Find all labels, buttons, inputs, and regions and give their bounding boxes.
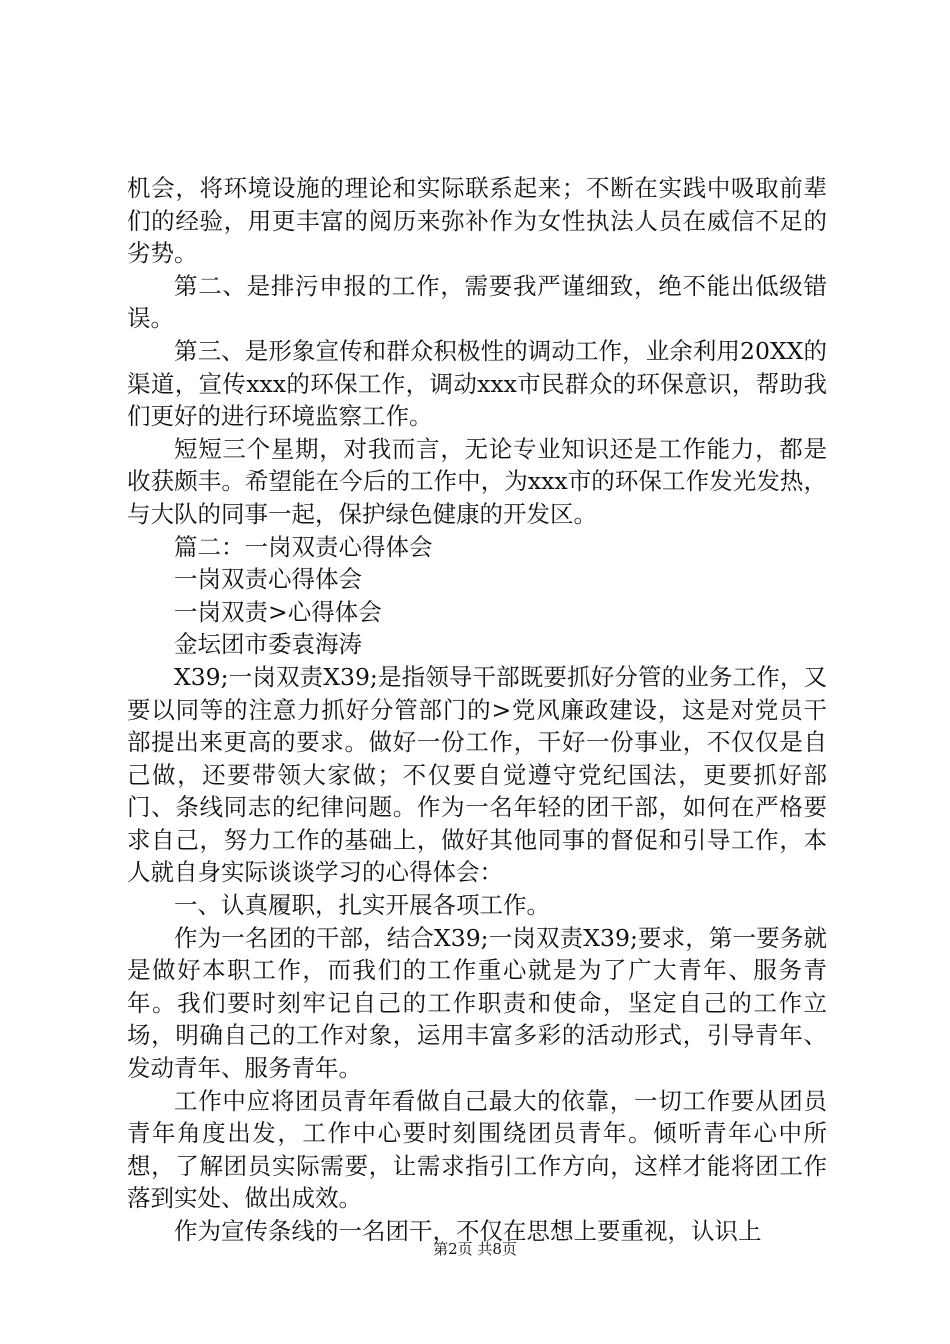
document-body	[127, 172, 827, 1248]
page-number-label: 第2页 共8页	[433, 1240, 517, 1258]
article-subtitle: 一岗双责>心得体会	[174, 597, 382, 626]
subheading-point-one: 一、认真履职，扎实开展各项工作。	[174, 891, 550, 920]
article-author: 金坛团市委袁海涛	[174, 630, 362, 659]
paragraph-intro: X39;一岗双责X39;是指领导干部既要抓好分管的业务工作，又要以同等的注意力抓好分管部门的>党风廉政建设，这是对党员干部提出来更高的要求。做好一份工作，干好一份事业，不仅仅是自己做，还要带领大家做；不仅要自觉遵守党纪国法，更要抓好部门、条线同志的纪律问题。作为一名年轻的团干部，如何在严格要求自己，努力工作的基础上，做好其他同事的督促和引导工作，本人就自身实际谈谈学习的心得体会：	[127, 662, 827, 887]
paragraph-third-point: 第三、是形象宣传和群众积极性的调动工作，业余利用20XX的渠道，宣传xxx的环保工作，调动xxx市民群众的环保意识，帮助我们更好的进行环境监察工作。	[127, 336, 827, 431]
paragraph-second-point: 第二、是排污申报的工作，需要我严谨细致，绝不能出低级错误。	[127, 271, 827, 333]
paragraph-publicity: 作为宣传条线的一名团干，不仅在思想上要重视，认识上	[174, 1217, 762, 1245]
page-footer	[0, 1239, 950, 1259]
paragraph-duty: 作为一名团的干部，结合X39;一岗双责X39;要求，第一要务就是做好本职工作，而我们的工作重心就是为了广大青年、服务青年。我们要时刻牢记自己的工作职责和使命，坚定自己的工作立场，明确自己的工作对象，运用丰富多彩的活动形式，引导青年、发动青年、服务青年。	[127, 923, 827, 1083]
section-heading: 篇二：一岗双责心得体会	[174, 532, 433, 561]
paragraph-youth: 工作中应将团员青年看做自己最大的依靠，一切工作要从团员青年角度出发，工作中心要时刻围绕团员青年。倾听青年心中所想，了解团员实际需要，让需求指引工作方向，这样才能将团工作落到实处、做出成效。	[127, 1086, 827, 1213]
paragraph-continuation: 机会，将环境设施的理论和实际联系起来；不断在实践中吸取前辈们的经验，用更丰富的阅历来弥补作为女性执法人员在威信不足的劣势。	[127, 174, 827, 268]
paragraph-summary: 短短三个星期，对我而言，无论专业知识还是工作能力，都是收获颇丰。希望能在今后的工作中，为xxx市的环保工作发光发热，与大队的同事一起，保护绿色健康的开发区。	[127, 434, 827, 528]
article-title: 一岗双责心得体会	[174, 565, 362, 594]
